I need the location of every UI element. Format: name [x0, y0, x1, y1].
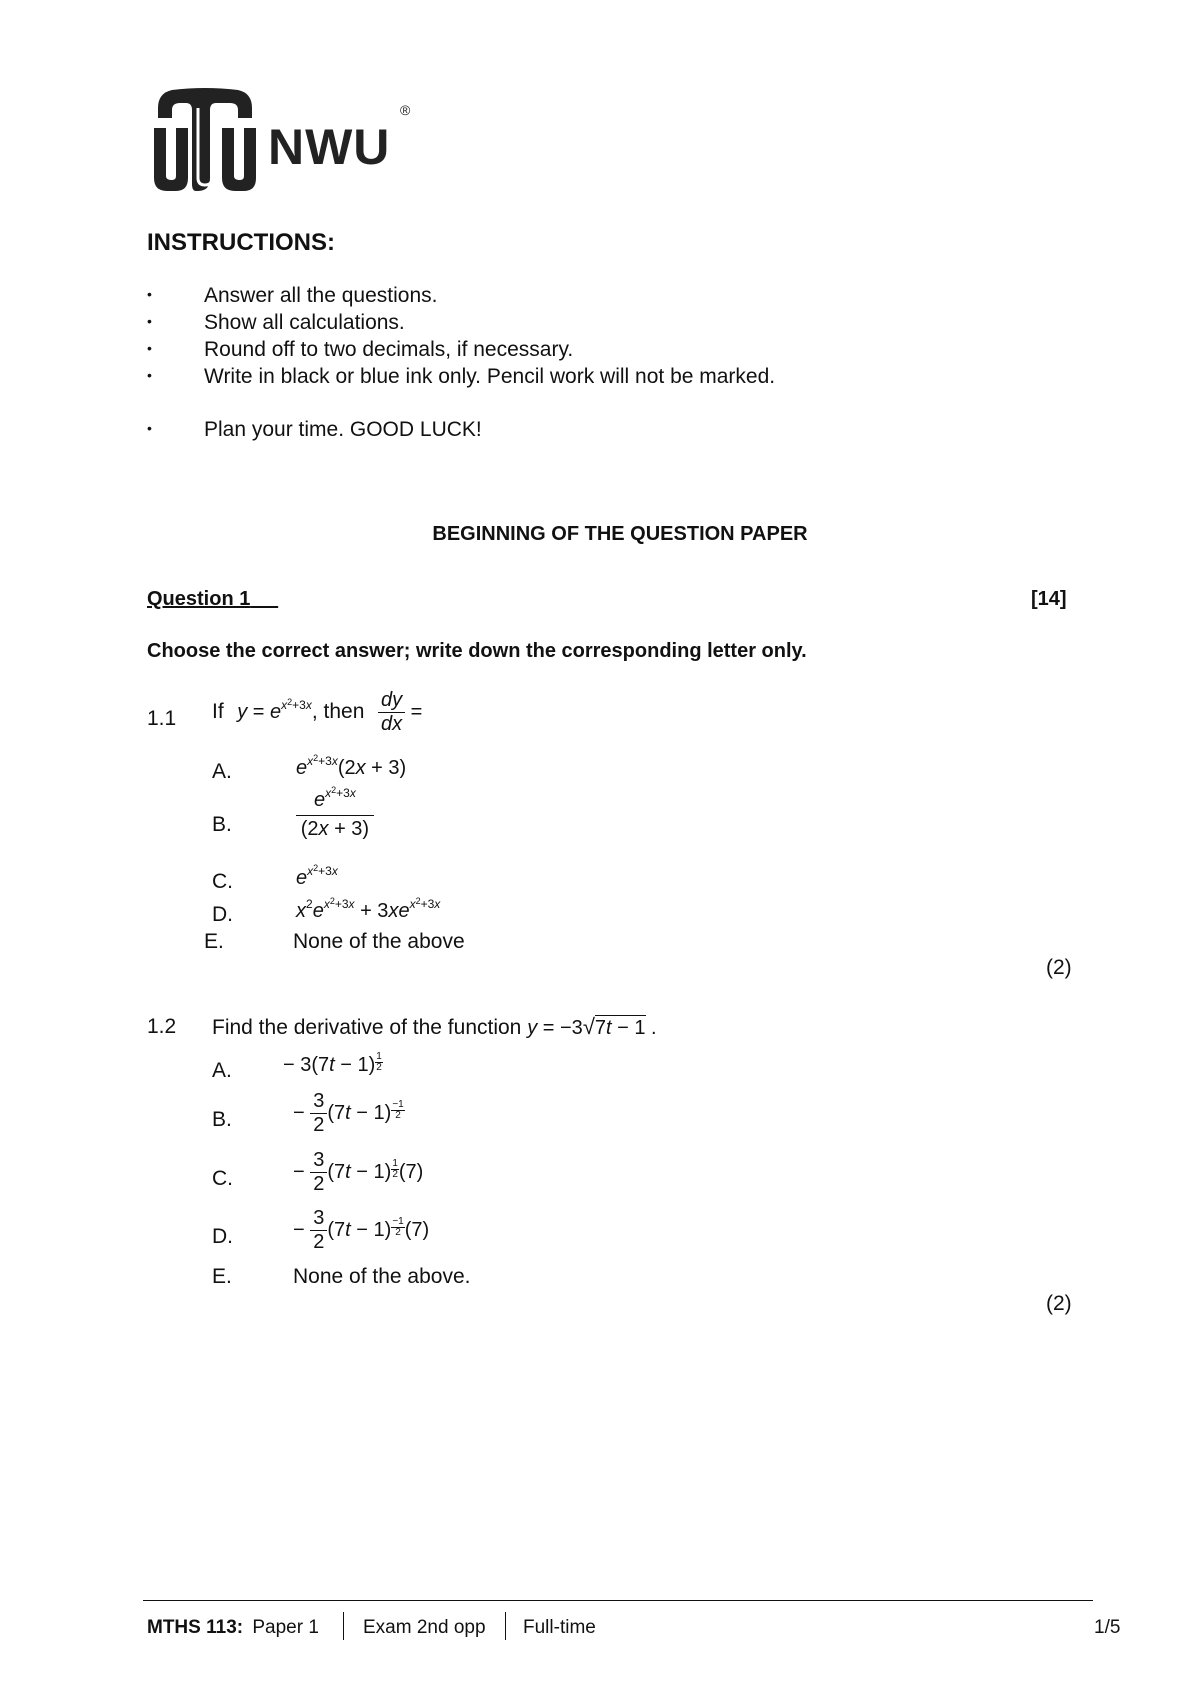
subquestion-marks: (2): [1046, 1292, 1072, 1315]
question-title-text: Question 1: [147, 588, 251, 610]
option-a-expression: $e^{x^2+3x}(2x + 3)$: [296, 753, 407, 779]
footer-course: [147, 1618, 319, 1637]
footer-course-code: MTHS 113:: [147, 1617, 244, 1638]
option-label: D.: [212, 903, 233, 926]
option-d-expression: − $\frac{3}{2}$ (7t − 1) $\frac{-1}{2}$ (7): [293, 1207, 430, 1253]
option-label: E.: [212, 1265, 232, 1288]
instruction-text: Plan your time. GOOD LUCK!: [204, 418, 482, 441]
option-label: B.: [212, 813, 232, 836]
instruction-item: [147, 420, 152, 438]
option-label: A.: [212, 760, 232, 783]
option-label: A.: [212, 1059, 232, 1082]
question-title: [147, 589, 278, 609]
q1-1-then: , then: [311, 699, 365, 723]
footer-mode: Full-time: [523, 1617, 596, 1638]
bullet-icon: •: [147, 340, 152, 356]
option-label: E.: [204, 930, 224, 953]
q1-1-number: 1.1: [147, 707, 177, 730]
instruction-item: [147, 313, 152, 331]
option-c-expression: − $\frac{3}{2}$ (7t − 1) $\frac{1}{2}$ (7): [293, 1149, 424, 1195]
nwu-emblem-icon: [150, 88, 260, 193]
instruction-text: Write in black or blue ink only. Pencil work will not be marked.: [204, 365, 776, 388]
option-d-expression: $x^2e^{x^2+3x} + 3xe^{x^2+3x}$: [296, 896, 441, 922]
question-marks: [14]: [1031, 588, 1067, 610]
q1-2-prompt: Find the derivative of the function y = −3√7t − 1 .: [212, 1014, 657, 1039]
footer-page-number: 1/5: [1094, 1617, 1121, 1638]
option-label: B.: [212, 1108, 232, 1131]
bullet-icon: •: [147, 286, 152, 302]
instruction-text: Show all calculations.: [204, 311, 405, 334]
bullet-icon: •: [147, 367, 152, 383]
option-a-expression: − 3(7t − 1) $\frac{1}{2}$: [283, 1051, 382, 1076]
section-heading: BEGINNING OF THE QUESTION PAPER: [432, 523, 808, 545]
option-label: C.: [212, 1167, 233, 1190]
option-label: C.: [212, 870, 233, 893]
option-c-expression: $e^{x^2+3x}$: [296, 863, 338, 889]
bullet-icon: •: [147, 313, 152, 329]
option-b-expression: − $\frac{3}{2}$ (7t − 1) $\frac{-1}{2}$: [293, 1090, 404, 1136]
footer-separator: [343, 1612, 344, 1640]
instruction-text: Answer all the questions.: [204, 284, 438, 307]
nwu-logo: [150, 88, 410, 193]
option-label: D.: [212, 1225, 233, 1248]
footer-separator: [505, 1612, 506, 1640]
q1-1-stem: If $y = e^{x^2+3x}$, then $\frac{dy}{dx}$ =: [212, 689, 423, 735]
instruction-item: [147, 286, 152, 304]
option-b-expression: $\frac{e^{x^2+3x}}{(2x + 3)}$: [296, 790, 374, 840]
instruction-item: [147, 340, 152, 358]
nwu-logo-text: NWU: [268, 119, 391, 175]
q1-1-if: If: [212, 699, 224, 723]
instructions-heading: INSTRUCTIONS:: [147, 229, 335, 256]
registered-mark: ®: [400, 102, 411, 118]
instruction-item: [147, 367, 152, 385]
option-e-text: None of the above.: [293, 1265, 471, 1288]
bullet-icon: •: [147, 420, 152, 436]
footer-exam: Exam 2nd opp: [363, 1617, 486, 1638]
q1-2-number: 1.2: [147, 1015, 177, 1038]
q1-2-prompt-text: Find the derivative of the function: [212, 1016, 522, 1039]
subquestion-marks: (2): [1046, 956, 1072, 979]
footer-paper: Paper 1: [252, 1617, 319, 1638]
option-e-text: None of the above: [293, 930, 465, 953]
instruction-text: Round off to two decimals, if necessary.: [204, 338, 574, 361]
footer-divider: [143, 1600, 1093, 1601]
question-instruction: Choose the correct answer; write down the corresponding letter only.: [147, 640, 807, 662]
